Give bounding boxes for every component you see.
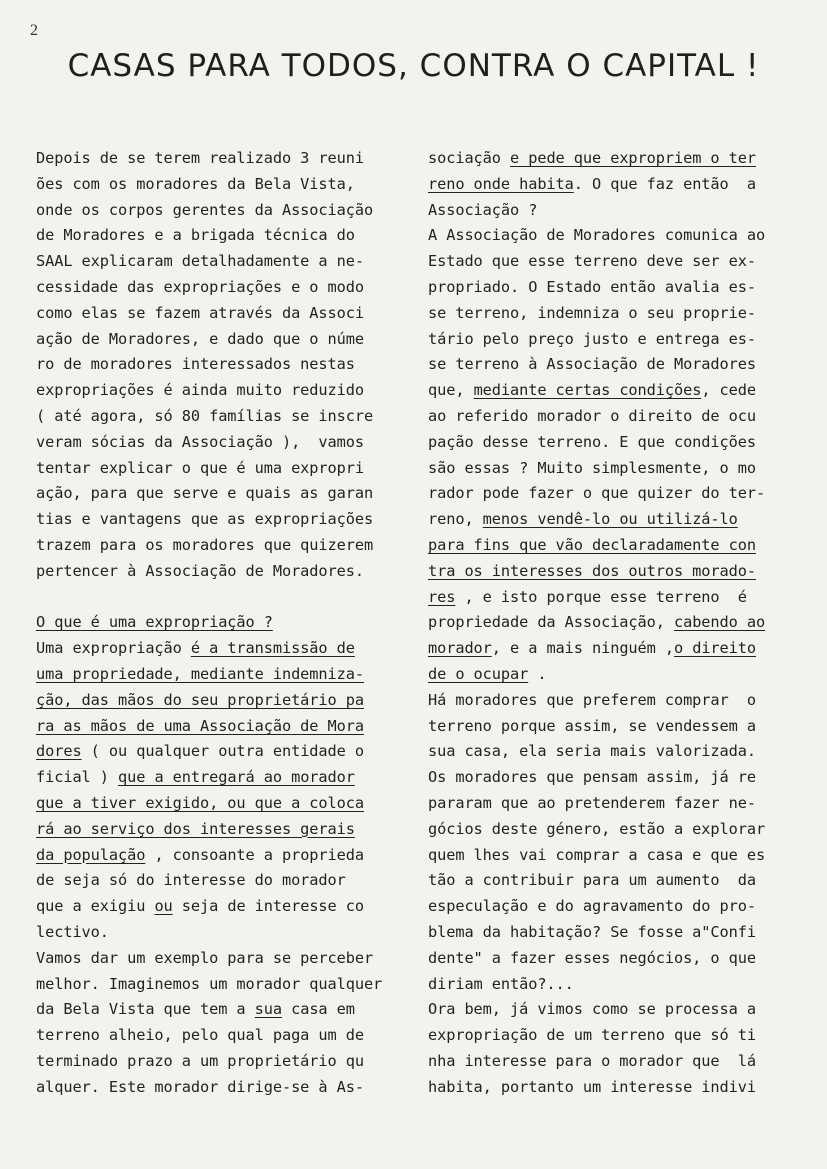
text-line [428, 249, 798, 275]
text-fragment: ( ou qualquer outra entidade o [81, 742, 364, 761]
text-line [36, 868, 408, 894]
underlined-text: morador [428, 639, 492, 658]
text-line [36, 507, 408, 533]
text-fragment: que, [428, 381, 474, 400]
text-line [428, 430, 798, 456]
text-line [428, 610, 798, 636]
text-line [428, 765, 798, 791]
text-line [36, 997, 408, 1023]
text-line [36, 301, 408, 327]
text-fragment: se terreno, indemniza o seu proprie- [428, 303, 756, 322]
page-number: 2 [30, 22, 38, 39]
text-fragment: terreno porque assim, se vendessem a [428, 716, 756, 735]
text-line [36, 327, 408, 353]
text-line [36, 1049, 408, 1075]
text-fragment: sociação [428, 149, 510, 167]
text-fragment: gócios deste género, estão a explorar [428, 819, 766, 838]
text-fragment: sua casa, ela seria mais valorizada. [428, 742, 756, 761]
text-line [36, 559, 408, 585]
underlined-text: é a transmissão de [190, 639, 355, 658]
text-line [36, 972, 408, 998]
text-fragment: habita, portanto um interesse indivi [428, 1077, 756, 1096]
underlined-text: ou [154, 897, 173, 916]
underlined-text: que a entregará ao morador [118, 768, 355, 787]
text-line [36, 714, 408, 740]
underlined-text: O que é uma expropriação ? [36, 613, 273, 632]
text-line [36, 430, 408, 456]
text-line [36, 1075, 408, 1101]
text-line [428, 301, 798, 327]
text-fragment: ação de Moradores, e dado que o núme [36, 329, 364, 348]
text-line [428, 688, 798, 714]
text-fragment: Estado que esse terreno deve ser ex- [428, 252, 756, 271]
text-fragment: de seja só do interesse do morador [36, 871, 346, 890]
text-line [428, 1075, 798, 1101]
text-fragment: tias e vantagens que as expropriações [36, 510, 374, 529]
text-fragment: Há moradores que preferem comprar o [428, 690, 756, 709]
text-line [36, 456, 408, 482]
text-line [428, 662, 798, 688]
text-line [36, 946, 408, 972]
text-fragment: onde os corpos gerentes da Associação [36, 200, 374, 219]
text-fragment: quem lhes vai comprar a casa e que es [428, 845, 766, 864]
underlined-text: e pede que expropriem o ter [510, 149, 756, 167]
text-line [36, 404, 408, 430]
text-fragment: se terreno à Associação de Moradores [428, 355, 756, 374]
text-line [36, 688, 408, 714]
text-line [428, 481, 798, 507]
text-line [36, 636, 408, 662]
text-line [36, 585, 408, 611]
underlined-text: dores [36, 742, 82, 761]
text-fragment: pararam que ao pretenderem fazer ne- [428, 793, 756, 812]
text-fragment: seja de interesse co [172, 897, 364, 916]
text-fragment: . [528, 664, 547, 683]
text-line [36, 791, 408, 817]
text-line [36, 352, 408, 378]
text-fragment: são essas ? Muito simplesmente, o mo [428, 458, 756, 477]
text-fragment: ( até agora, só 80 famílias se inscre [36, 406, 374, 425]
text-fragment: expropriações é ainda muito reduzido [36, 381, 364, 400]
underlined-text: cabendo ao [673, 613, 766, 632]
text-line [428, 378, 798, 404]
text-fragment: alquer. Este morador dirige-se à As- [36, 1077, 364, 1096]
text-line [428, 327, 798, 353]
text-line [428, 817, 798, 843]
text-fragment: tário pelo preço justo e entrega es- [428, 329, 756, 348]
text-line [36, 533, 408, 559]
text-fragment: , e isto porque esse terreno é [455, 587, 747, 606]
text-fragment: Depois de se terem realizado 3 reuni [36, 149, 364, 167]
text-line [36, 662, 408, 688]
text-line [36, 765, 408, 791]
text-line [36, 1023, 408, 1049]
text-fragment: Vamos dar um exemplo para se perceber [36, 948, 374, 967]
underlined-text: que a tiver exigido, ou que a coloca [36, 793, 364, 812]
text-line [36, 817, 408, 843]
text-line [428, 559, 798, 585]
text-fragment: terminado prazo a um proprietário qu [36, 1051, 364, 1070]
text-fragment: casa em [281, 1000, 355, 1019]
text-fragment: SAAL explicaram detalhadamente a ne- [36, 252, 364, 271]
text-line [428, 636, 798, 662]
text-fragment: reno, [428, 510, 483, 529]
text-line [428, 714, 798, 740]
text-line [36, 172, 408, 198]
text-fragment: expropriação de um terreno que só ti [428, 1026, 756, 1045]
text-fragment: Uma expropriação [36, 639, 191, 658]
underlined-text: menos vendê-lo ou utilizá-lo [482, 510, 738, 529]
underlined-text: tra os interesses dos outros morado- [428, 561, 756, 580]
text-line [36, 249, 408, 275]
text-line [428, 739, 798, 765]
underlined-text: reno onde habita [428, 174, 574, 193]
text-fragment: ação, para que serve e quais as garan [36, 484, 374, 503]
underlined-text: mediante certas condições [473, 381, 702, 400]
text-line [428, 1023, 798, 1049]
text-fragment: A Associação de Moradores comunica ao [428, 226, 766, 245]
text-fragment: ões com os moradores da Bela Vista, [36, 174, 355, 193]
right-column [428, 146, 798, 1100]
text-fragment: , cede [701, 381, 756, 400]
text-line [428, 533, 798, 559]
text-line [428, 972, 798, 998]
text-line [36, 481, 408, 507]
text-fragment: especulação e do agravamento do pro- [428, 897, 756, 916]
text-fragment: propriado. O Estado então avalia es- [428, 277, 756, 296]
underlined-text: o direito [673, 639, 756, 658]
underlined-text: ra as mãos de uma Associação de Mora [36, 716, 364, 735]
text-line [428, 946, 798, 972]
text-fragment: propriedade da Associação, [428, 613, 674, 632]
text-fragment: terreno alheio, pelo qual paga um de [36, 1026, 364, 1045]
text-line [36, 610, 408, 636]
text-line [428, 146, 798, 172]
underlined-text: res [428, 587, 456, 606]
text-line [428, 507, 798, 533]
text-line [428, 920, 798, 946]
underlined-text: de o ocupar [428, 664, 529, 683]
text-fragment: . O que faz então a [573, 174, 756, 193]
text-line [36, 275, 408, 301]
text-line [428, 456, 798, 482]
text-fragment: como elas se fazem através da Associ [36, 303, 364, 322]
text-line [36, 198, 408, 224]
text-line [36, 223, 408, 249]
text-fragment: rador pode fazer o que quizer do ter- [428, 484, 766, 503]
text-line [428, 275, 798, 301]
text-fragment: de Moradores e a brigada técnica do [36, 226, 355, 245]
text-fragment: que a exigiu [36, 897, 155, 916]
text-line [428, 997, 798, 1023]
text-line [428, 868, 798, 894]
text-line [428, 843, 798, 869]
text-line [428, 585, 798, 611]
underlined-text: uma propriedade, mediante indemniza- [36, 664, 364, 683]
underlined-text: rá ao serviço dos interesses gerais [36, 819, 355, 838]
text-line [36, 739, 408, 765]
text-fragment: veram sócias da Associação ), vamos [36, 432, 364, 451]
text-fragment: trazem para os moradores que quizerem [36, 535, 374, 554]
underlined-text: ção, das mãos do seu proprietário pa [36, 690, 364, 709]
text-fragment: pação desse terreno. E que condições [428, 432, 756, 451]
text-fragment: ficial ) [36, 768, 118, 787]
page-title: CASAS PARA TODOS, CONTRA O CAPITAL ! [67, 48, 760, 84]
text-fragment: tão a contribuir para um aumento da [428, 871, 756, 890]
underlined-text: sua [254, 1000, 282, 1019]
text-fragment: dente" a fazer esses negócios, o que [428, 948, 756, 967]
text-fragment: ro de moradores interessados nestas [36, 355, 355, 374]
text-line [36, 378, 408, 404]
text-fragment: Ora bem, já vimos como se processa a [428, 1000, 756, 1019]
text-line [428, 894, 798, 920]
text-line [428, 352, 798, 378]
text-line [428, 198, 798, 224]
text-fragment: , consoante a proprieda [145, 845, 364, 864]
text-line [428, 1049, 798, 1075]
underlined-text: para fins que vão declaradamente con [428, 535, 756, 554]
text-fragment: melhor. Imaginemos um morador qualquer [36, 974, 383, 993]
text-fragment: blema da habitação? Se fosse a"Confi [428, 922, 756, 941]
text-fragment: pertencer à Associação de Moradores. [36, 561, 364, 580]
text-line [36, 146, 408, 172]
underlined-text: da população [36, 845, 146, 864]
text-line [36, 920, 408, 946]
text-fragment: ao referido morador o direito de ocu [428, 406, 756, 425]
text-line [428, 223, 798, 249]
text-fragment: da Bela Vista que tem a [36, 1000, 255, 1019]
text-fragment: lectivo. [36, 922, 109, 941]
text-line [36, 843, 408, 869]
text-fragment: tentar explicar o que é uma expropri [36, 458, 364, 477]
text-fragment: nha interesse para o morador que lá [428, 1051, 756, 1070]
text-line [36, 894, 408, 920]
text-fragment: Os moradores que pensam assim, já re [428, 768, 756, 787]
text-line [428, 791, 798, 817]
text-fragment: Associação ? [428, 200, 538, 219]
text-line [428, 172, 798, 198]
text-line [428, 404, 798, 430]
text-fragment: cessidade das expropriações e o modo [36, 277, 364, 296]
text-fragment: , e a mais ninguém , [491, 639, 674, 658]
left-column [36, 146, 408, 1100]
text-fragment: diriam então?... [428, 974, 574, 993]
